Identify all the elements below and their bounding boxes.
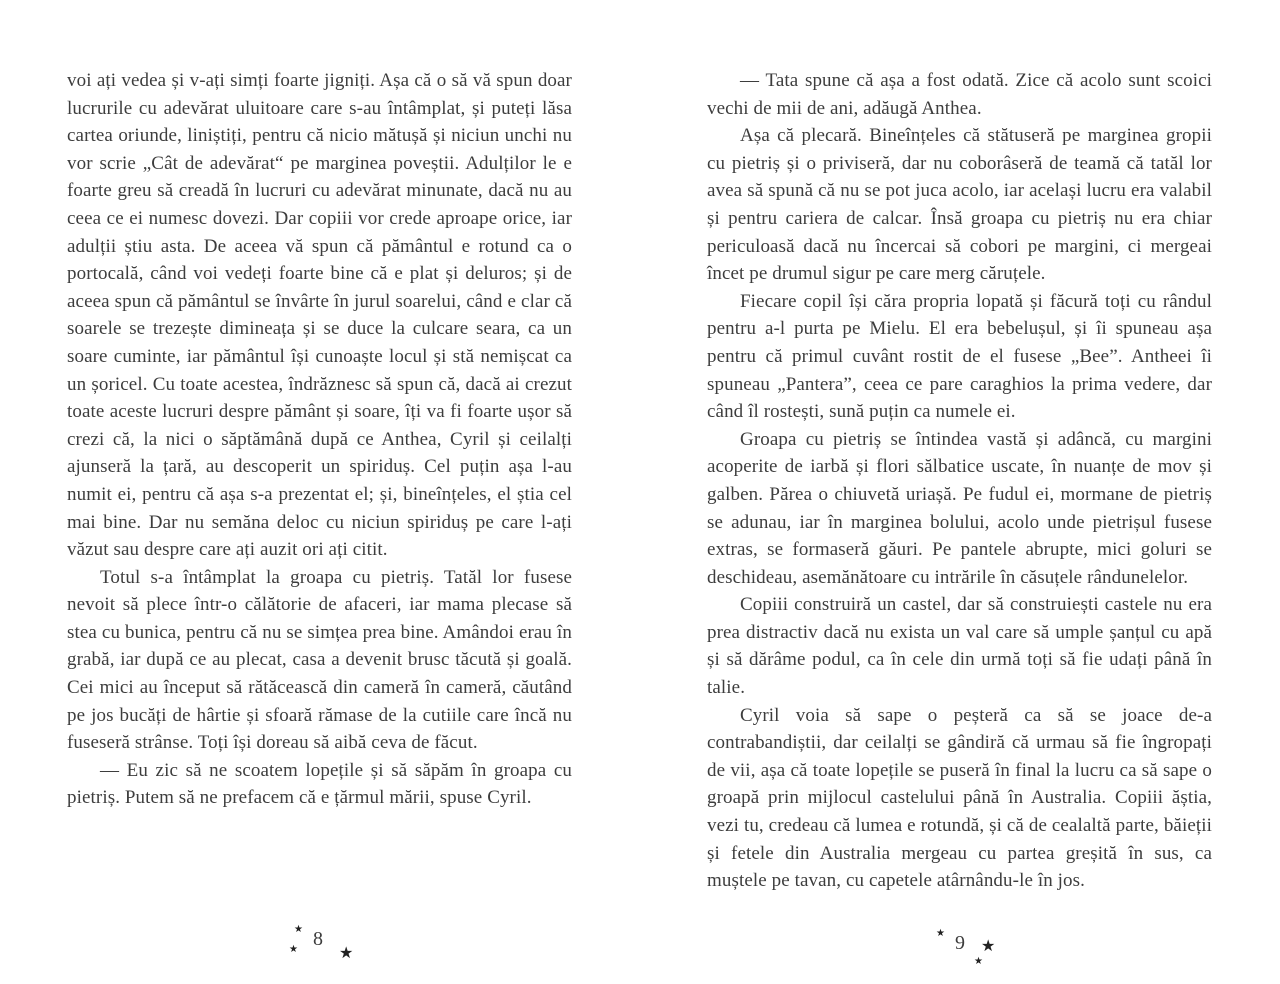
paragraph: Cyril voia să sape o peșteră ca să se joace de-a contrabandiștii, dar ceilalți se gândiră că urmau să fie îngropați de vii, așa că toate lopețile se puseră în final la lucru ca să sape o groapă prin mijlocul castelului până în Australia. Copiii ăștia, vezi tu, credeau că lumea e rotundă, și că de cealaltă parte, băieții și fetele din Australia mergeau cu partea greșită în sus, ca muștele pe tavan, cu capetele atârnându-le în jos. [707, 704, 1212, 892]
paragraph: Groapa cu pietriș se întindea vastă și adâncă, cu margini acoperite de iarbă și flori sălbatice uscate, în nuanțe de mov și galben. Părea o chiuvetă uriașă. Pe fudul ei, mormane de pietriș se adunau, iar în marginea bolului, acolo unde pietrișul fusese extras, se formaseră găuri. Pe pantele abrupte, mici goluri se deschideau, asemănătoare cu intrările în căsuțele rândunelelor. [707, 428, 1212, 588]
star-icon: ★ [936, 928, 945, 939]
paragraph: Așa că plecară. Bineînțeles că stătuseră pe marginea gropii cu pietriș și o priviseră, dar nu coborâseră de teamă că tatăl lor avea să spună că nu se pot juca acolo, iar același lucru era valabil și pentru cariera de calcar. Însă groapa cu pietriș nu era chiar periculoasă dacă nu încercai să cobori pe margini, ci mergeai încet pe drumul sigur pe care merg căruțele. [707, 125, 1212, 285]
page-right [707, 0, 1212, 984]
page-number: 8 [313, 928, 323, 950]
star-icon: ★ [294, 924, 303, 935]
paragraph: Copiii construiră un castel, dar să construiești castele nu era prea distractiv dacă nu exista un val care să umple șanțul cu apă și să dărâme podul, ca în cele din urmă toți să fie udați până în talie. [707, 594, 1212, 699]
star-icon: ★ [981, 938, 996, 955]
page-number: 9 [955, 932, 965, 954]
page-right-folio [707, 920, 1212, 984]
page-left-folio [67, 920, 572, 984]
paragraph: Fiecare copil își căra propria lopată și făcură toți cu rândul pentru a-l purta pe Mielu. El era bebelușul, și îi spuneau așa pentru că primul cuvânt rostit de el fusese „Bee”. Antheei îi spuneau „Pantera”, ceea ce pare caraghios la prima vedere, dar când îl rostești, sună puțin ca numele ei. [707, 290, 1212, 423]
page-right-text [707, 0, 1212, 895]
paragraph: Totul s-a întâmplat la groapa cu pietriș. Tatăl lor fusese nevoit să plece într-o călătorie de afaceri, iar mama plecase să stea cu bunica, pentru că nu se simțea prea bine. Amândoi erau în grabă, iar după ce au plecat, casa a devenit brusc tăcută și goală. Cei mici au început să rătăcească din cameră în cameră, căutând pe jos bucăți de hârtie și sfoară rămase de la cutiile care încă nu fuseseră strânse. Toți își doreau să aibă ceva de făcut. [67, 566, 572, 754]
star-icon: ★ [339, 945, 354, 962]
page-left [67, 0, 572, 984]
paragraph: — Tata spune că așa a fost odată. Zice că acolo sunt scoici vechi de mii de ani, adăugă Anthea. [707, 70, 1212, 119]
star-icon: ★ [974, 956, 983, 967]
page-left-text [67, 0, 572, 812]
paragraph: voi ați vedea și v-ați simți foarte jigniți. Așa că o să vă spun doar lucrurile cu adevărat uluitoare care s-au întâmplat, și puteți lăsa cartea oriunde, liniștiți, pentru că nicio mătușă și niciun unchi nu vor scrie „Cât de adevărat“ pe marginea poveștii. Adulților le e foarte greu să creadă în lucruri cu adevărat minunate, dacă nu au ceea ce ei numesc dovezi. Dar copiii vor crede aproape orice, iar adulții știu asta. De aceea vă spun că pământul e rotund ca o portocală, când voi vedeți foarte bine că e plat și deluros; și de aceea spun că pământul se învârte în jurul soarelui, când e clar că soarele se trezește dimineața și se duce la culcare seara, ca un soare cuminte, iar pământul își cunoaște locul și stă nemișcat ca un șoricel. Cu toate acestea, îndrăznesc să spun că, dacă ai crezut toate aceste lucruri despre pământ și soare, îți va fi foarte ușor să crezi că, la nici o săptămână după ce Anthea, Cyril și ceilalți ajunseră la țară, au descoperit un spiriduș. Cel puțin așa l-au numit ei, pentru că așa s-a prezentat el; și, bineînțeles, el știa cel mai bine. Dar nu semăna deloc cu niciun spiriduș pe care l-ați văzut sau despre care ați auzit ori ați citit. [67, 70, 572, 561]
star-icon: ★ [289, 944, 298, 955]
paragraph: — Eu zic să ne scoatem lopețile și să săpăm în groapa cu pietriș. Putem să ne prefacem că e țărmul mării, spuse Cyril. [67, 759, 572, 809]
